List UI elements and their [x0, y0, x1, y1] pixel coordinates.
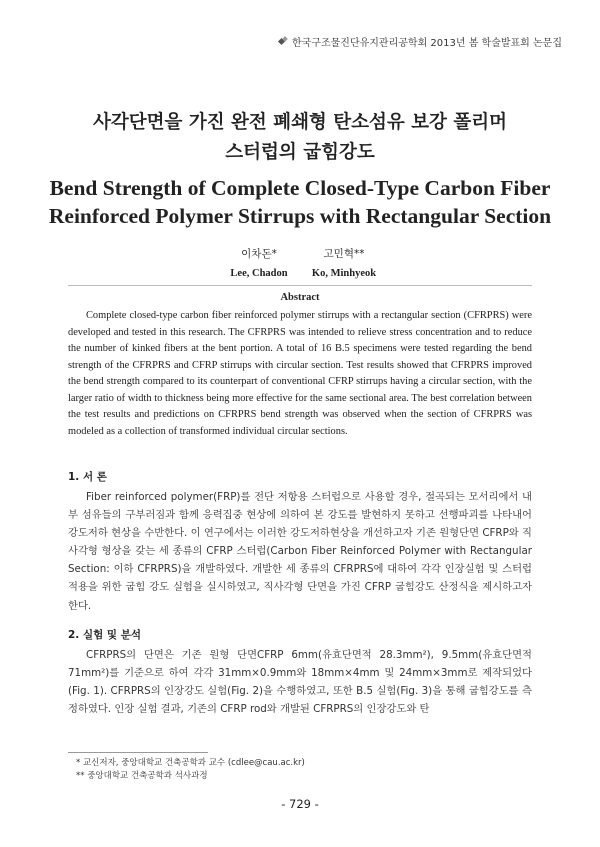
section-2-heading: 2. 실험 및 분석 [68, 629, 141, 641]
abstract-heading: Abstract [280, 292, 320, 303]
korean-title-line-1: 사각단면을 가진 완전 폐쇄형 탄소섬유 보강 폴리머 [93, 112, 507, 133]
footnote-corresponding-author: * 교신저자, 중앙대학교 건축공학과 교수 (cdlee@cau.ac.kr) [76, 758, 305, 768]
english-title [0, 174, 600, 230]
section-1-heading: 1. 서 론 [68, 471, 107, 483]
header-divider [68, 285, 532, 286]
english-title-line-1: Bend Strength of Complete Closed-Type Carbon Fiber [49, 176, 551, 200]
proceedings-header [279, 34, 562, 49]
author-2 [304, 244, 384, 284]
korean-title-line-2: 스터럽의 굽힘강도 [225, 142, 375, 163]
footnotes [68, 757, 305, 783]
page-number: - 729 - [281, 797, 319, 811]
english-title-line-2: Reinforced Polymer Stirrups with Rectangular Section [48, 204, 552, 228]
section-1-paragraph: Fiber reinforced polymer(FRP)를 전단 저항용 스터럽으로 사용할 경우, 절곡되는 모서리에서 내부 섬유들의 구부러짐과 함께 응력집중 현상에 의하여 본 강도를 발현하지 못하고 선행파괴를 나타내어 강도저하 현상을 수반한다. 이 연구에서는 이러한 강도저하현상을 개선하고자 기존 원형단면 CFRP와 직사각형 형상을 갖는 세 종류의 CFRP 스터럽(Carbon Fiber Reinforced Polymer with Rectangular Section: 이하 CFRPRS)을 개발하였다. 개발한 세 종류의 CFRPRS에 대하여 각각 인장실험 및 스터럽 적용을 위한 굽힘 강도 실험을 실시하였고, 직사각형 단면을 가진 CFRP 굽힘강도 산정식을 제시하고자 한다. [68, 491, 532, 612]
section-2-paragraph: CFRPRS의 단면은 기존 원형 단면CFRP 6mm(유효단면적 28.3mm²), 9.5mm(유효단면적 71mm²)를 기준으로 하여 각각 31mm×0.9mm와 18mm×4mm 및 24mm×3mm로 제작되었다(Fig. 1). CFRPRS의 인장강도 실험(Fig. 2)을 수행하였고, 또한 B.5 실험(Fig. 3)을 통해 굽힘강도를 측정하였다. 인장 실험 결과, 기존의 CFRP rod와 개발된 CFRPRS의 인장강도와 탄 [68, 649, 532, 716]
author-2-english-name: Ko, Minhyeok [311, 268, 377, 279]
korean-title [0, 108, 600, 168]
proceedings-title: 한국구조물진단유지관리공학회 2013년 봄 학술발표회 논문집 [291, 38, 562, 49]
author-1 [224, 244, 294, 284]
author-1-english-name: Lee, Chadon [230, 268, 288, 279]
diamond-logo-icon [279, 37, 288, 46]
footnote-second-author: ** 중앙대학교 건축공학과 석사과정 [76, 771, 208, 781]
abstract-text: Complete closed-type carbon fiber reinforced polymer stirrups with a rectangular section (CFRPRS) were developed and tested in this research. The CFRPRS was intended to relieve stress concentration and to reduce the number of kinked fibers at the bent portion. A total of 16 B.5 specimens were tested regarding the bend strength of the CFRPRS and CFRP stirrups with circular section. Test results showed that CFRPRS improved the bend strength compared to its counterpart of conventional CFRP stirrups having a circular section, with the larger ratio of width to thickness being more effective for the same sectional area. The best correlation between the test results and predictions on CFRPRS bend strength was observed when the section of CFRPRS was modeled as a collection of transformed individual circular sections. [68, 310, 532, 437]
author-2-korean-name: 고민혁** [323, 248, 365, 260]
footnote-divider [68, 752, 208, 753]
author-1-korean-name: 이차돈* [241, 248, 277, 260]
